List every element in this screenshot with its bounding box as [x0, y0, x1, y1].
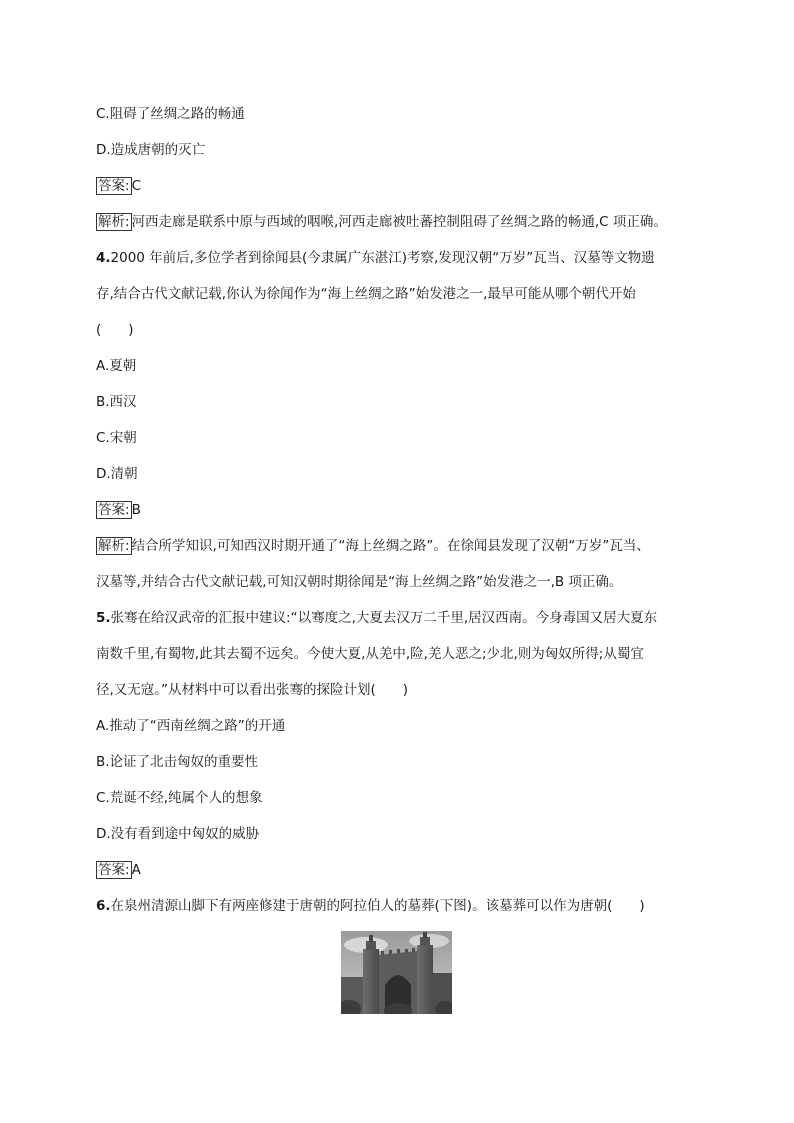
- q6-stem: [96, 897, 645, 915]
- q4-option-c: C.宋朝: [96, 430, 137, 446]
- q4-option-d: D.清朝: [96, 466, 138, 482]
- answer-tag: 答案:: [98, 178, 130, 194]
- answer-value: B: [131, 502, 141, 518]
- q4-analysis-line1: [96, 537, 650, 555]
- tomb-gateway-photo: [341, 931, 452, 1014]
- q5-answer: [96, 861, 141, 879]
- q4-answer: [96, 501, 141, 519]
- q3-answer: [96, 177, 141, 195]
- q5-stem-line2: 南数千里,有蜀物,此其去蜀不远矣。今使大夏,从羌中,险,羌人恶之;少北,则为匈奴所得;从蜀宜: [96, 646, 644, 662]
- analysis-text: 河西走廊是联系中原与西域的咽喉,河西走廊被吐蕃控制阻碍了丝绸之路的畅通,C 项正确。: [131, 214, 667, 230]
- q5-option-a: A.推动了“西南丝绸之路”的开通: [96, 718, 286, 734]
- q5-stem-line3: 径,又无寇。”从材料中可以看出张骞的探险计划( ): [96, 682, 409, 698]
- q3-option-c: C.阻碍了丝绸之路的畅通: [96, 106, 245, 122]
- question-number: 6.: [96, 898, 111, 914]
- stem-text: 在泉州清源山脚下有两座修建于唐朝的阿拉伯人的墓葬(下图)。该墓葬可以作为唐朝( ): [110, 898, 645, 914]
- q5-stem-line1: [96, 609, 657, 627]
- q5-option-c: C.荒诞不经,纯属个人的想象: [96, 790, 263, 806]
- analysis-text: 结合所学知识,可知西汉时期开通了“海上丝绸之路”。在徐闻县发现了汉朝“万岁”瓦当、: [131, 538, 650, 554]
- q4-stem-line2: 存,结合古代文献记载,你认为徐闻作为“海上丝绸之路”始发港之一,最早可能从哪个朝代开始: [96, 286, 636, 302]
- stem-text: 2000 年前后,多位学者到徐闻县(今隶属广东湛江)考察,发现汉朝“万岁”瓦当、汉墓等文物遗: [110, 250, 655, 266]
- q4-option-a: A.夏朝: [96, 358, 137, 374]
- analysis-tag: 解析:: [98, 214, 130, 230]
- analysis-tag: 解析:: [98, 538, 130, 554]
- q4-stem-line1: [96, 249, 655, 267]
- question-number: 4.: [96, 250, 111, 266]
- answer-tag: 答案:: [98, 862, 130, 878]
- answer-tag: 答案:: [98, 502, 130, 518]
- question-number: 5.: [96, 610, 111, 626]
- q5-option-d: D.没有看到途中匈奴的威胁: [96, 826, 260, 842]
- q3-option-d: D.造成唐朝的灭亡: [96, 142, 206, 158]
- q3-analysis: [96, 213, 667, 231]
- q4-analysis-line2: 汉墓等,并结合古代文献记载,可知汉朝时期徐闻是“海上丝绸之路”始发港之一,B 项正确。: [96, 574, 623, 590]
- q4-answer-blank: ( ): [96, 322, 134, 338]
- answer-value: C: [131, 178, 141, 194]
- stem-text: 张骞在给汉武帝的汇报中建议:“以骞度之,大夏去汉万二千里,居汉西南。今身毒国又居大夏东: [110, 610, 658, 626]
- q5-option-b: B.论证了北击匈奴的重要性: [96, 754, 259, 770]
- answer-value: A: [131, 862, 141, 878]
- q4-option-b: B.西汉: [96, 394, 137, 410]
